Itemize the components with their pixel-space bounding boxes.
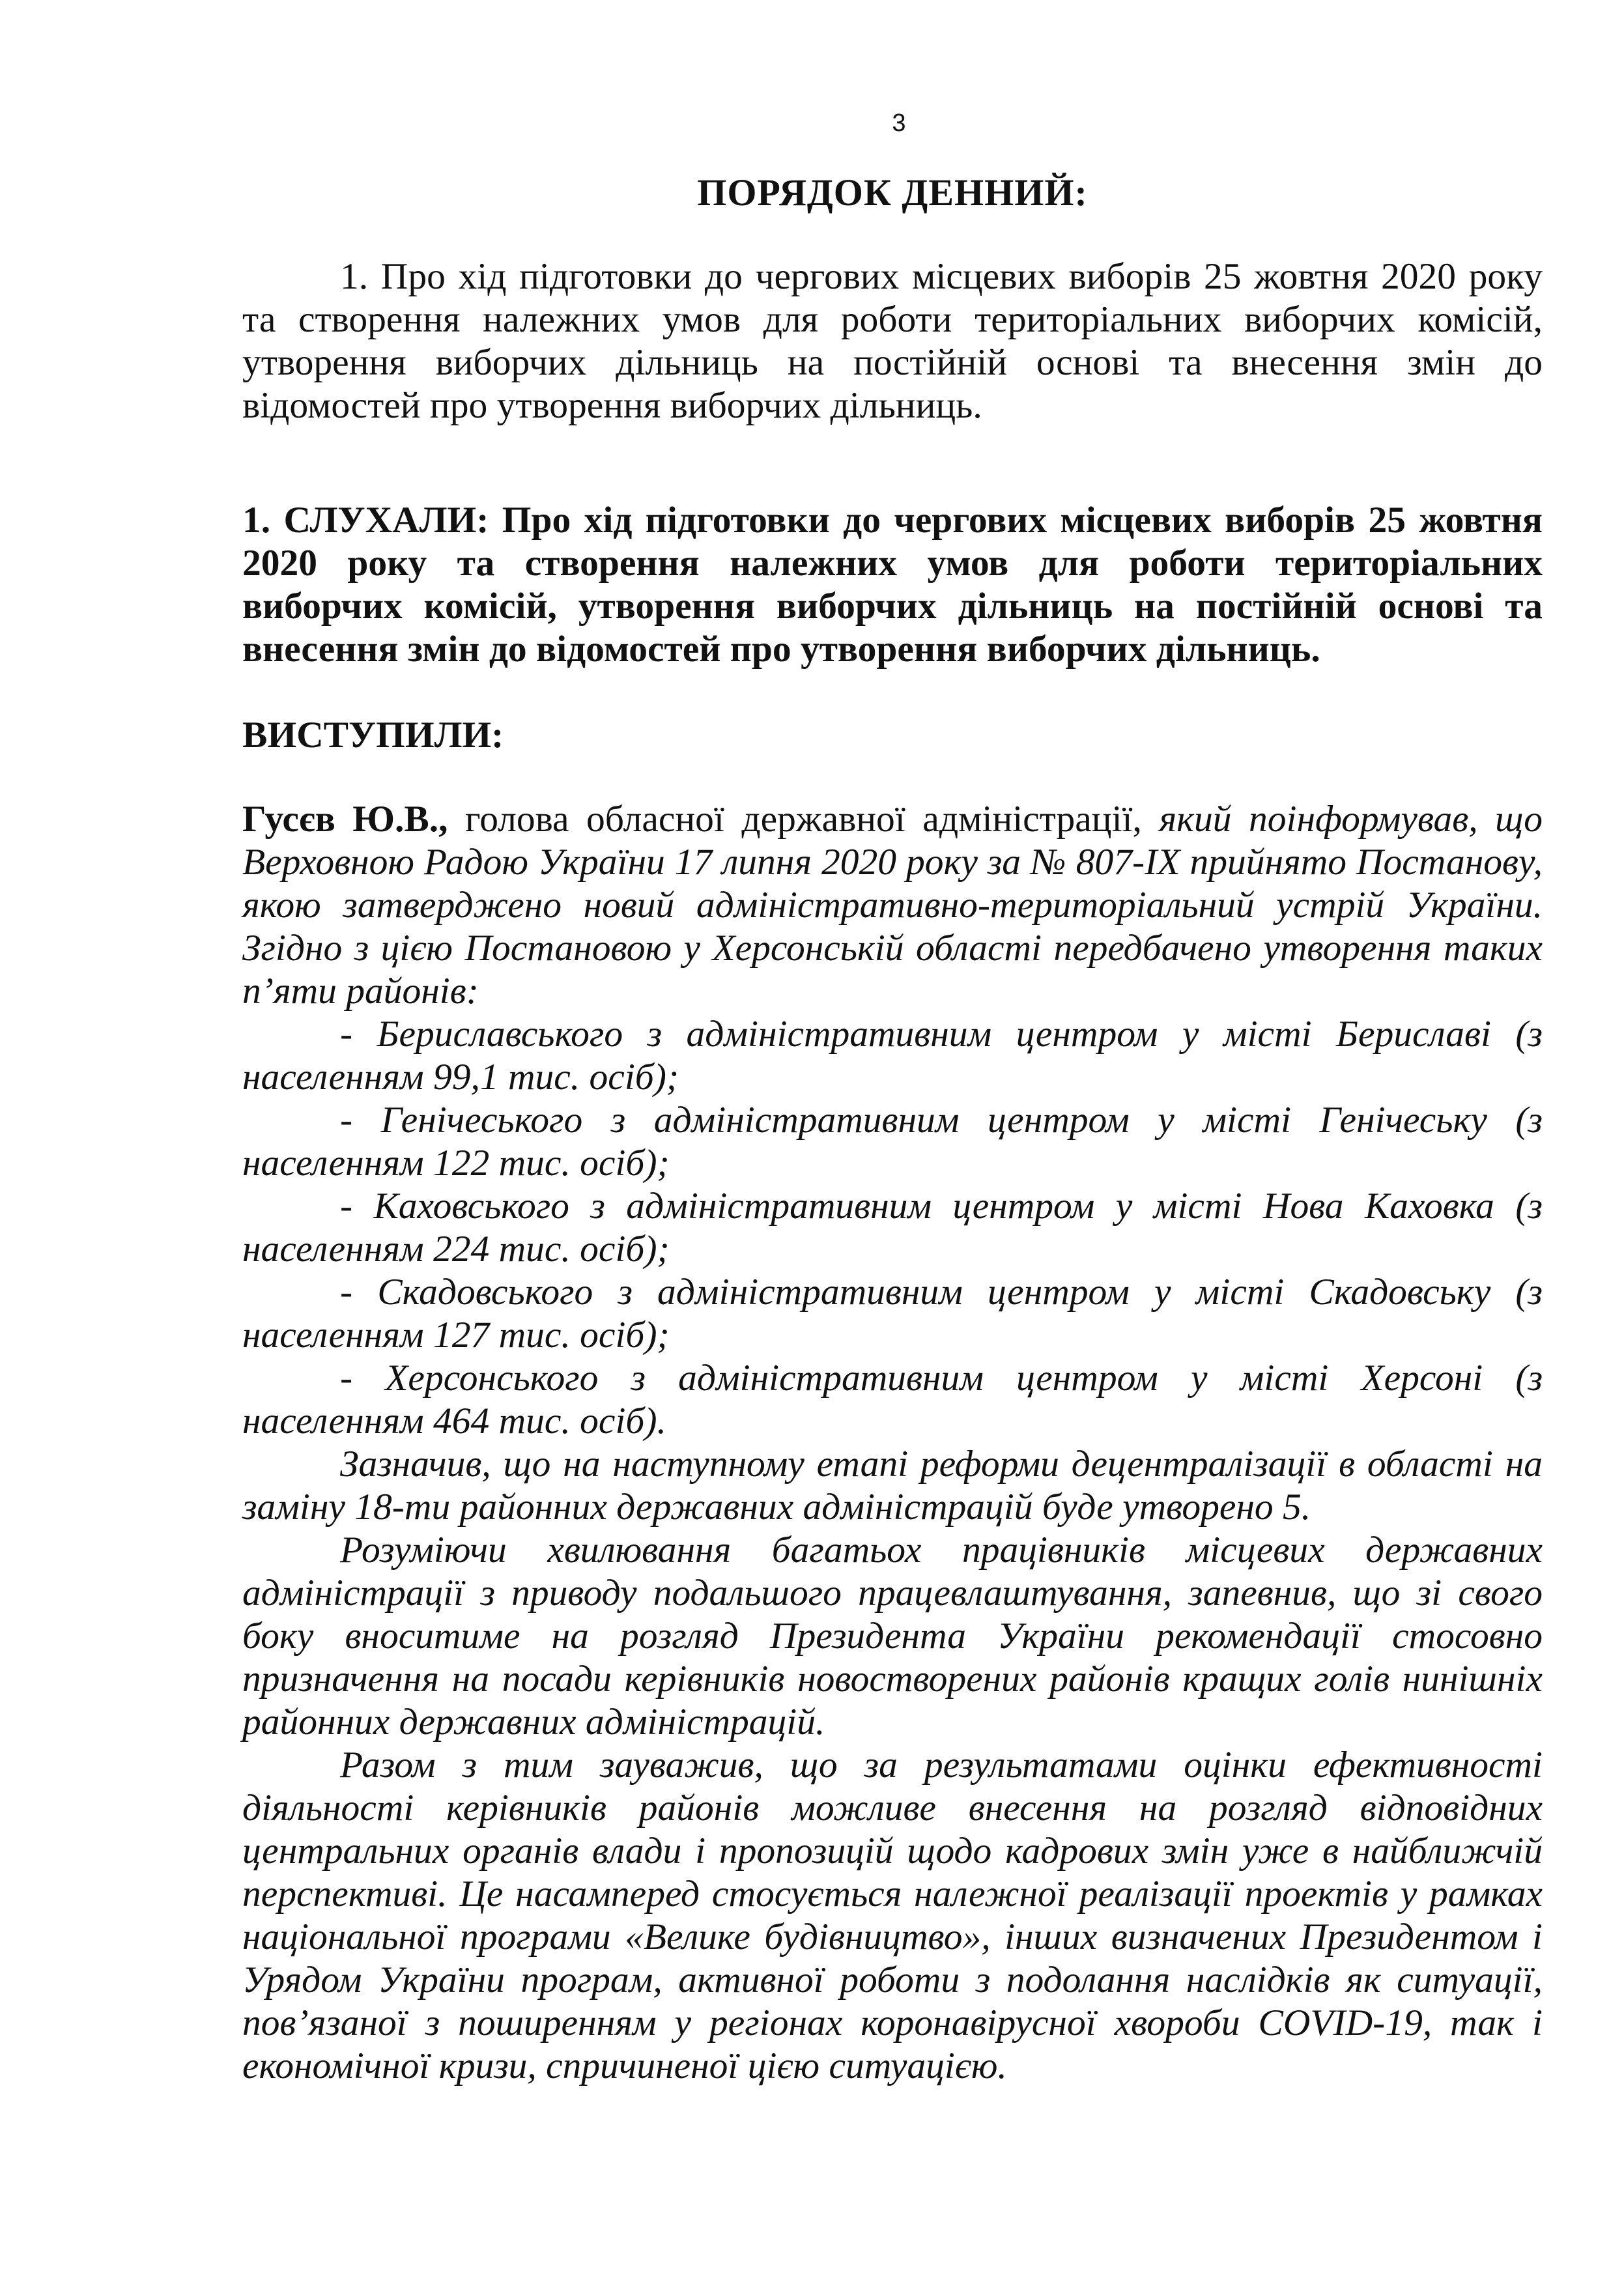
agenda-item (242, 255, 1543, 427)
speech-intro (242, 798, 1543, 1013)
agenda-item-text: 1. Про хід підготовки до чергових місцевих виборів 25 жовтня 2020 року та створення належних умов для роботи територіальних виборчих комісій, утворення виборчих дільниць на постійній основі та внесення змін до відомостей про утворення виборчих дільниць. (242, 256, 1543, 426)
speech-paragraph: Разом з тим зауважив, що за результатами оцінки ефективності діяльності керівників районів можливе внесення на розгляд відповідних центральних органів влади і пропозицій щодо кадрових змін уже в найближчій перспективі. Це насамперед стосується належної реалізації проектів у рамках національної програми «Велике будівництво», інших визначених Президентом і Урядом України програм, активної роботи з подолання наслідків як ситуації, пов’язаної з поширенням у регіонах коронавірусної хвороби COVID-19, так і економічної кризи, спричиненої цією ситуацією. (242, 1744, 1543, 2086)
speaker-name: Гусєв Ю.В., (242, 799, 448, 840)
heard-text: Про хід підготовки до чергових місцевих виборів 25 жовтня 2020 року та створення належних умов для роботи територіальних виборчих комісій, утворення виборчих дільниць на постійній основі та внесення змін до відомостей про утворення виборчих дільниць. (242, 500, 1543, 670)
agenda-heading: ПОРЯДОК ДЕННИЙ: (697, 171, 1088, 214)
heard-section (242, 499, 1543, 671)
heard-paragraph (242, 499, 1543, 671)
speech-intro-text: який поінформував, що Верховною Радою України 17 липня 2020 року за № 807-IX прийнято Постанову, якою затверджено новий адміністративно-територіальний устрій України. Згідно з цією Постановою у Херсонській області передбачено утворення таких п’яти районів: (242, 799, 1543, 1012)
speech-paragraph: Розуміючи хвилювання багатьох працівників місцевих державних адміністрації з приводу подальшого працевлаштування, запевнив, що зі свого боку вноситиме на розгляд Президента України рекомендації стосовно призначення на посади керівників новостворених районів кращих голів нинішніх районних державних адміністрацій. (242, 1530, 1543, 1743)
district-item: - Херсонського з адміністративним центром у місті Херсоні (з населенням 464 тис. осіб). (242, 1358, 1543, 1442)
district-item: - Каховського з адміністративним центром у місті Нова Каховка (з населенням 224 тис. осіб); (242, 1186, 1543, 1270)
speech-section (242, 798, 1543, 2088)
speaker-role: голова обласної державної адміністрації, (448, 799, 1160, 840)
page-number: 3 (892, 109, 906, 137)
district-item: - Скадовського з адміністративним центром у місті Скадовську (з населенням 127 тис. осіб); (242, 1272, 1543, 1356)
heard-label: 1. СЛУХАЛИ: (242, 500, 489, 541)
district-item: - Генічеського з адміністративним центром у місті Генічеську (з населенням 122 тис. осіб); (242, 1100, 1543, 1184)
speech-paragraph: Зазначив, що на наступному етапі реформи децентралізації в області на заміну 18-ти районних державних адміністрацій буде утворено 5. (242, 1444, 1543, 1528)
speakers-heading: ВИСТУПИЛИ: (242, 715, 504, 756)
district-item: - Бериславського з адміністративним центром у місті Бериславі (з населенням 99,1 тис. осіб); (242, 1014, 1543, 1098)
